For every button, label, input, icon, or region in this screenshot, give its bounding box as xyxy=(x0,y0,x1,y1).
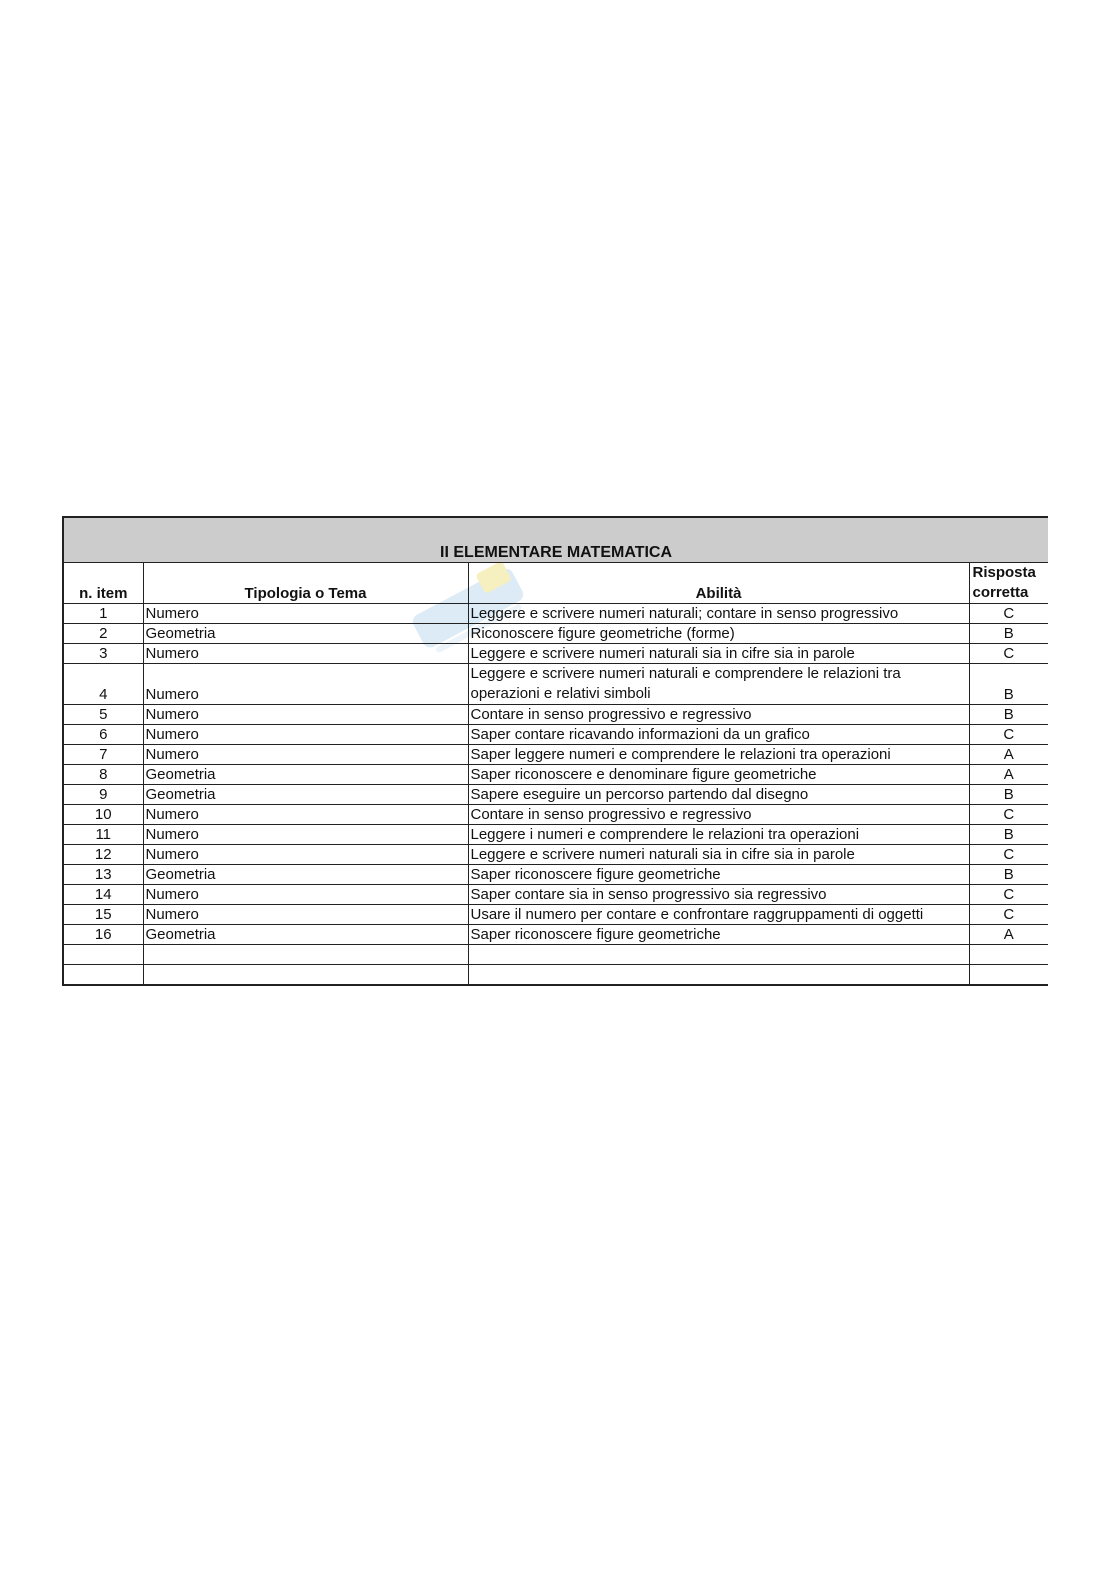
header-abilita: Abilità xyxy=(468,563,969,604)
item-abilita: Contare in senso progressivo e regressivo xyxy=(468,805,969,825)
item-risposta: C xyxy=(969,604,1048,624)
item-tipologia: Numero xyxy=(143,845,468,865)
empty-cell xyxy=(64,965,143,985)
item-tipologia: Numero xyxy=(143,644,468,664)
empty-cell xyxy=(969,945,1048,965)
item-risposta: C xyxy=(969,725,1048,745)
item-abilita: Saper riconoscere figure geometriche xyxy=(468,925,969,945)
results-table xyxy=(64,518,1048,984)
item-abilita: Saper leggere numeri e comprendere le relazioni tra operazioni xyxy=(468,745,969,765)
item-abilita: Saper contare sia in senso progressivo sia regressivo xyxy=(468,885,969,905)
empty-cell xyxy=(143,965,468,985)
item-abilita: Saper riconoscere figure geometriche xyxy=(468,865,969,885)
table-row xyxy=(64,765,1048,785)
table-row xyxy=(64,925,1048,945)
results-table-sheet xyxy=(62,516,1048,986)
item-risposta: B xyxy=(969,624,1048,644)
item-tipologia: Geometria xyxy=(143,785,468,805)
table-title-row xyxy=(64,518,1048,563)
empty-row xyxy=(64,965,1048,985)
item-risposta: C xyxy=(969,805,1048,825)
item-risposta: A xyxy=(969,745,1048,765)
table-row xyxy=(64,624,1048,644)
item-number: 7 xyxy=(64,745,143,765)
item-number: 11 xyxy=(64,825,143,845)
table-row xyxy=(64,664,1048,705)
item-risposta: B xyxy=(969,865,1048,885)
table-row xyxy=(64,905,1048,925)
item-number: 14 xyxy=(64,885,143,905)
empty-cell xyxy=(468,965,969,985)
item-tipologia: Geometria xyxy=(143,624,468,644)
table-row xyxy=(64,805,1048,825)
item-abilita: Usare il numero per contare e confrontare raggruppamenti di oggetti xyxy=(468,905,969,925)
empty-row xyxy=(64,945,1048,965)
item-tipologia: Numero xyxy=(143,885,468,905)
empty-cell xyxy=(468,945,969,965)
header-risposta: Risposta corretta xyxy=(969,563,1048,604)
header-tipologia: Tipologia o Tema xyxy=(143,563,468,604)
item-abilita: Saper riconoscere e denominare figure geometriche xyxy=(468,765,969,785)
item-risposta: C xyxy=(969,885,1048,905)
item-number: 10 xyxy=(64,805,143,825)
item-abilita: Riconoscere figure geometriche (forme) xyxy=(468,624,969,644)
item-number: 6 xyxy=(64,725,143,745)
item-tipologia: Geometria xyxy=(143,865,468,885)
item-tipologia: Numero xyxy=(143,825,468,845)
table-row xyxy=(64,644,1048,664)
table-row xyxy=(64,604,1048,624)
table-row xyxy=(64,785,1048,805)
table-title: II ELEMENTARE MATEMATICA xyxy=(64,518,1048,563)
table-row xyxy=(64,725,1048,745)
item-tipologia: Numero xyxy=(143,664,468,705)
item-abilita: Saper contare ricavando informazioni da un grafico xyxy=(468,725,969,745)
item-tipologia: Numero xyxy=(143,705,468,725)
table-row xyxy=(64,865,1048,885)
item-abilita: Contare in senso progressivo e regressivo xyxy=(468,705,969,725)
item-number: 5 xyxy=(64,705,143,725)
item-abilita: Leggere e scrivere numeri naturali e comprendere le relazioni tra operazioni e relativi simboli xyxy=(468,664,969,705)
empty-cell xyxy=(143,945,468,965)
item-risposta: B xyxy=(969,825,1048,845)
item-number: 15 xyxy=(64,905,143,925)
item-number: 9 xyxy=(64,785,143,805)
item-abilita: Leggere e scrivere numeri naturali sia in cifre sia in parole xyxy=(468,845,969,865)
item-risposta: C xyxy=(969,644,1048,664)
item-number: 3 xyxy=(64,644,143,664)
item-risposta: A xyxy=(969,765,1048,785)
table-row xyxy=(64,885,1048,905)
item-number: 13 xyxy=(64,865,143,885)
item-risposta: A xyxy=(969,925,1048,945)
item-number: 1 xyxy=(64,604,143,624)
item-abilita: Leggere e scrivere numeri naturali; contare in senso progressivo xyxy=(468,604,969,624)
item-tipologia: Numero xyxy=(143,905,468,925)
item-tipologia: Numero xyxy=(143,805,468,825)
item-tipologia: Numero xyxy=(143,604,468,624)
item-number: 2 xyxy=(64,624,143,644)
item-tipologia: Numero xyxy=(143,745,468,765)
item-abilita: Sapere eseguire un percorso partendo dal disegno xyxy=(468,785,969,805)
item-tipologia: Geometria xyxy=(143,765,468,785)
item-number: 8 xyxy=(64,765,143,785)
item-abilita: Leggere i numeri e comprendere le relazioni tra operazioni xyxy=(468,825,969,845)
empty-cell xyxy=(969,965,1048,985)
item-number: 4 xyxy=(64,664,143,705)
item-abilita: Leggere e scrivere numeri naturali sia in cifre sia in parole xyxy=(468,644,969,664)
table-header-row xyxy=(64,563,1048,604)
table-row xyxy=(64,825,1048,845)
item-risposta: B xyxy=(969,705,1048,725)
item-risposta: C xyxy=(969,845,1048,865)
item-number: 12 xyxy=(64,845,143,865)
empty-cell xyxy=(64,945,143,965)
item-tipologia: Geometria xyxy=(143,925,468,945)
header-item-number: n. item xyxy=(64,563,143,604)
table-row xyxy=(64,845,1048,865)
item-risposta: B xyxy=(969,785,1048,805)
table-row xyxy=(64,705,1048,725)
item-tipologia: Numero xyxy=(143,725,468,745)
item-number: 16 xyxy=(64,925,143,945)
item-risposta: B xyxy=(969,664,1048,705)
item-risposta: C xyxy=(969,905,1048,925)
table-row xyxy=(64,745,1048,765)
